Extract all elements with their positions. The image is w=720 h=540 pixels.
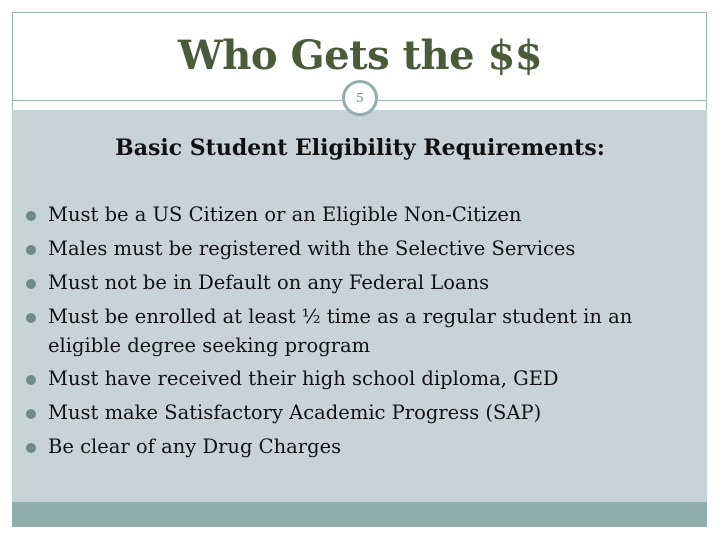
bullet-item [20, 432, 690, 462]
slide-subtitle: Basic Student Eligibility Requirements: [115, 135, 605, 161]
bullet-text: Must be a US Citizen or an Eligible Non-Citizen [48, 203, 522, 226]
bullet-dot-icon [26, 409, 36, 419]
bullet-item [20, 398, 690, 428]
slide-title: Who Gets the $$ [177, 32, 543, 79]
bullet-item [20, 364, 690, 394]
bullet-item [20, 200, 690, 230]
page-number-badge [342, 80, 378, 116]
bullet-dot-icon [26, 375, 36, 385]
bullet-item [20, 302, 690, 360]
bullet-dot-icon [26, 211, 36, 221]
bullet-list [20, 200, 690, 466]
bullet-text: Must be enrolled at least ½ time as a regular student in an eligible degree seeking program [48, 305, 633, 357]
bullet-text: Must have received their high school diploma, GED [48, 367, 559, 390]
bullet-dot-icon [26, 313, 36, 323]
footer-bar [12, 502, 707, 527]
bullet-dot-icon [26, 443, 36, 453]
bullet-text: Must make Satisfactory Academic Progress (SAP) [48, 401, 542, 424]
bullet-item [20, 268, 690, 298]
page-number: 5 [356, 91, 364, 105]
bullet-item [20, 234, 690, 264]
bullet-text: Must not be in Default on any Federal Loans [48, 271, 490, 294]
bullet-text: Males must be registered with the Selective Services [48, 237, 576, 260]
bullet-dot-icon [26, 245, 36, 255]
bullet-text: Be clear of any Drug Charges [48, 435, 342, 458]
bullet-dot-icon [26, 279, 36, 289]
